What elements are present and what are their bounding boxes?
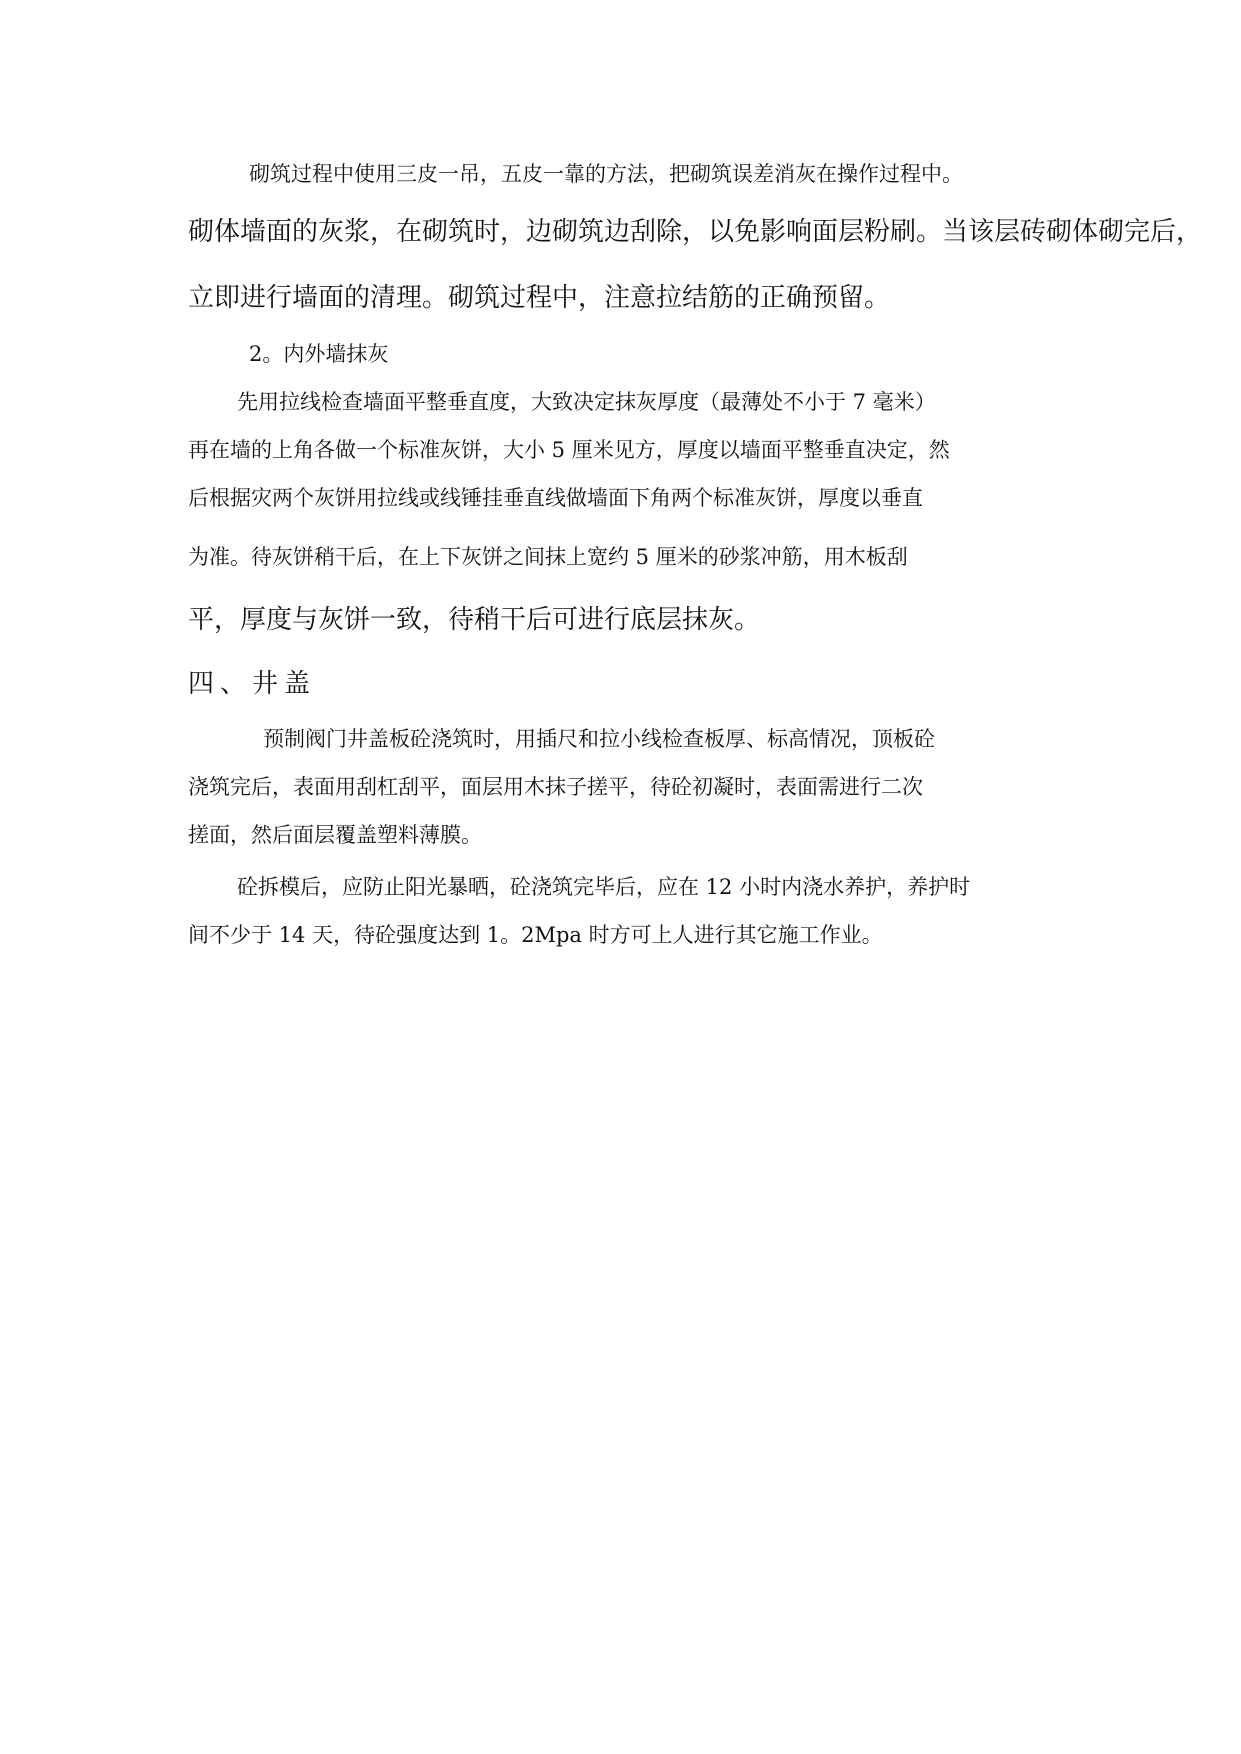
section-heading-manhole-cover: 四、井盖 — [188, 669, 317, 699]
paragraph-line-3: 立即进行墙面的清理。砌筑过程中，注意拉结筋的正确预留。 — [188, 283, 891, 313]
paragraph-line-12: 砼拆模后，应防止阳光暴晒，砼浇筑完毕后，应在 12 小时内浇水养护，养护时 — [237, 875, 971, 899]
paragraph-line-11: 搓面，然后面层覆盖塑料薄膜。 — [188, 823, 482, 847]
paragraph-line-6: 后根据灾两个灰饼用拉线或线锤挂垂直线做墙面下角两个标准灰饼，厚度以垂直 — [188, 486, 923, 510]
paragraph-line-4: 先用拉线检查墙面平整垂直度，大致决定抹灰厚度（最薄处不小于 7 毫米） — [237, 390, 936, 414]
paragraph-line-8: 平，厚度与灰饼一致，待稍干后可进行底层抹灰。 — [188, 605, 761, 635]
paragraph-line-10: 浇筑完后，表面用刮杠刮平，面层用木抹子搓平，待砼初凝时，表面需进行二次 — [188, 775, 923, 799]
paragraph-line-13: 间不少于 14 天，待砼强度达到 1。2Mpa 时方可上人进行其它施工作业。 — [188, 923, 883, 947]
subheading-inner-outer-plastering: 2。内外墙抹灰 — [249, 342, 389, 366]
paragraph-line-5: 再在墙的上角各做一个标准灰饼，大小 5 厘米见方，厚度以墙面平整垂直决定，然 — [188, 438, 950, 462]
paragraph-line-2: 砌体墙面的灰浆，在砌筑时，边砌筑边刮除，以免影响面层粉刷。当该层砖砌体砌完后， — [188, 217, 1203, 247]
paragraph-line-7: 为准。待灰饼稍干后，在上下灰饼之间抹上宽约 5 厘米的砂浆冲筋，用木板刮 — [188, 545, 908, 569]
paragraph-line-9: 预制阀门井盖板砼浇筑时，用插尺和拉小线检查板厚、标高情况，顶板砼 — [263, 727, 935, 751]
paragraph-line-1: 砌筑过程中使用三皮一吊，五皮一靠的方法，把砌筑误差消灰在操作过程中。 — [249, 162, 963, 186]
